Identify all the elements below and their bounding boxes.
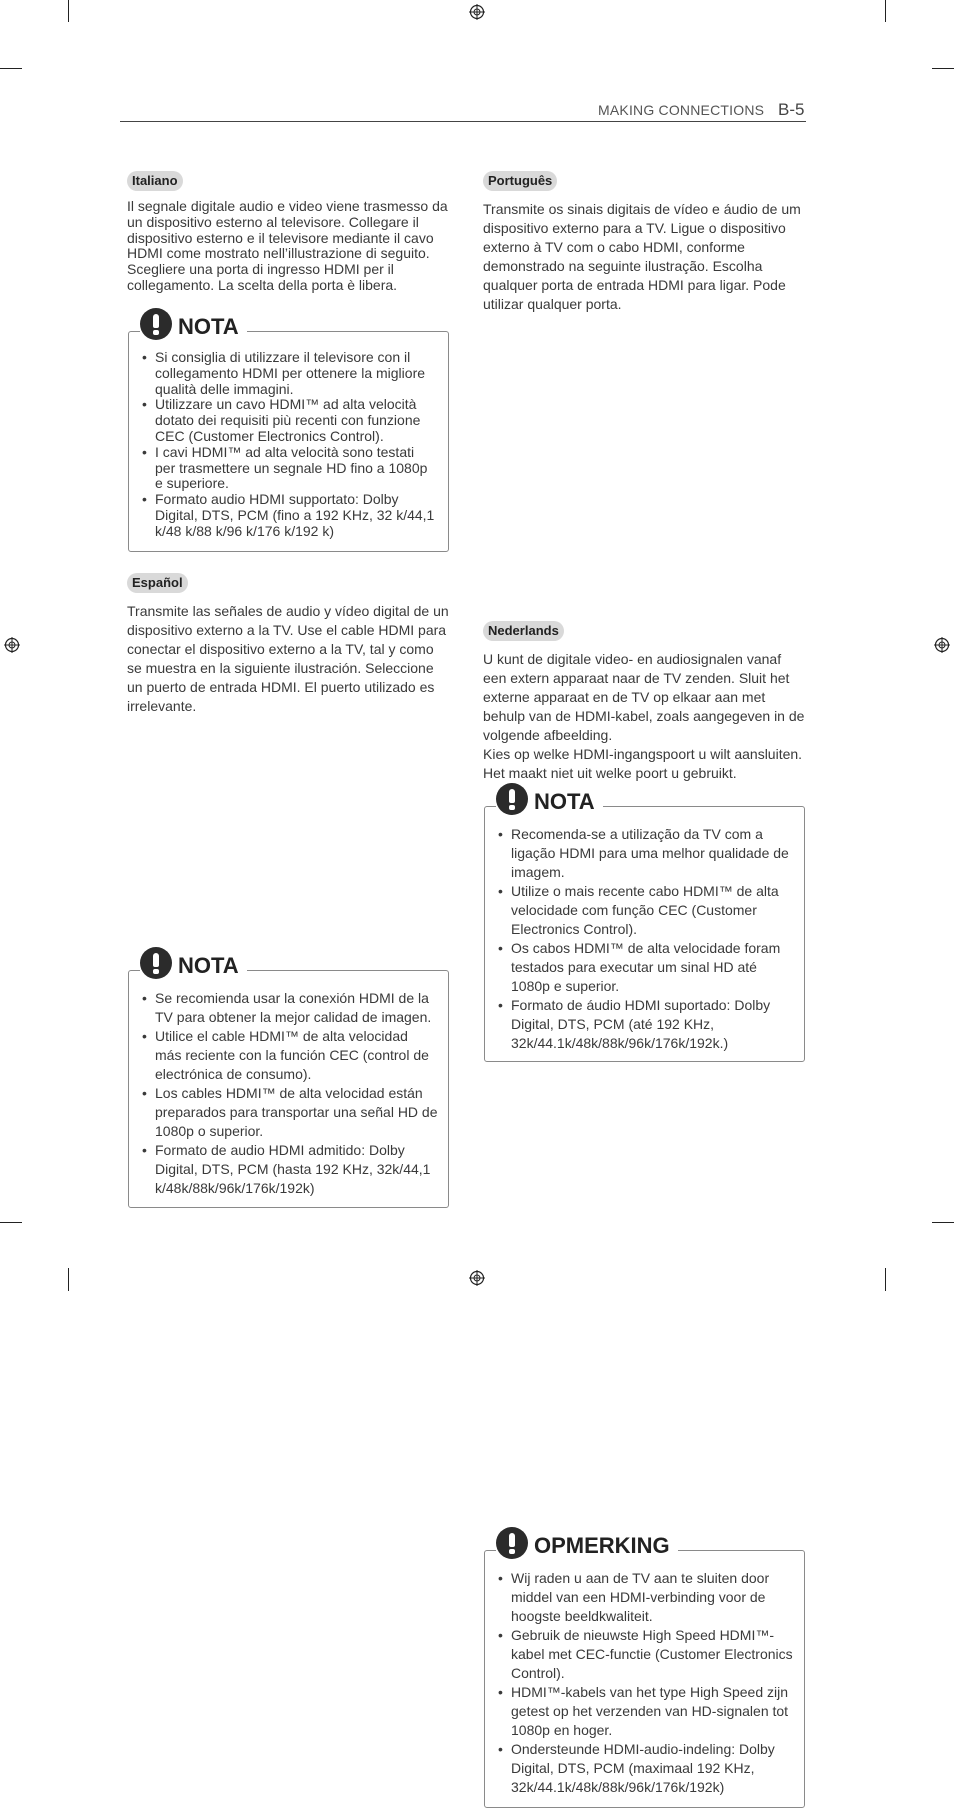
- exclamation-icon: [140, 308, 172, 340]
- section-italiano: [127, 171, 449, 294]
- crop-mark: [68, 1268, 69, 1291]
- language-badge: Italiano: [127, 171, 183, 191]
- list-item: • Gebruik de nieuwste High Speed HDMI™-kabel met CEC-functie (Customer Electronics Control).: [497, 1626, 794, 1683]
- list-item: • Formato de áudio HDMI suportado: Dolby Digital, DTS, PCM (até 192 KHz, 32k/44.1k/48k/88k/96k/176k/192k.): [497, 996, 794, 1053]
- page-number: B-5: [778, 100, 805, 119]
- crop-mark: [932, 1222, 954, 1223]
- registration-mark-icon: [469, 1270, 485, 1286]
- section-title: MAKING CONNECTIONS: [598, 102, 765, 118]
- list-item: • Formato de audio HDMI admitido: Dolby Digital, DTS, PCM (hasta 192 KHz, 32k/44,1 k/48k/88k/96k/176k/192k): [141, 1141, 438, 1198]
- body-text: Transmite las señales de audio y vídeo digital de un dispositivo externo a la TV. Use el cable HDMI para conectar el dispositivo externo a la TV, tal y como se muestra en la siguiente ilustración. Seleccione un puerto de entrada HDMI. El puerto utilizado es irrelevante.: [127, 603, 449, 714]
- header-divider: [120, 121, 806, 122]
- note-box-portugues: [484, 789, 805, 1062]
- crop-mark: [0, 68, 22, 69]
- note-box-italiano: [128, 314, 449, 552]
- registration-mark-icon: [469, 4, 485, 20]
- list-item: • Wij raden u aan de TV aan te sluiten door middel van een HDMI-verbinding voor de hoogste beeldkwaliteit.: [497, 1569, 794, 1626]
- exclamation-icon: [496, 1527, 528, 1559]
- crop-mark: [885, 1268, 886, 1291]
- list-item: • Utilizzare un cavo HDMI™ ad alta velocità dotato dei requisiti più recenti con funzione CEC (Customer Electronics Control).: [141, 397, 438, 444]
- section-portugues: [483, 171, 805, 314]
- note-box-nederlands: [484, 1533, 805, 1808]
- registration-mark-icon: [934, 637, 950, 653]
- section-espanol: [127, 573, 449, 716]
- note-title: NOTA: [534, 789, 595, 814]
- list-item: • Recomenda-se a utilização da TV com a ligação HDMI para uma melhor qualidade de imagem.: [497, 825, 794, 882]
- note-title: NOTA: [178, 314, 239, 339]
- note-title: NOTA: [178, 953, 239, 978]
- list-item: • HDMI™-kabels van het type High Speed zijn getest op het verzenden van HD-signalen tot 1080p en hoger.: [497, 1683, 794, 1740]
- language-badge: Nederlands: [483, 621, 564, 641]
- crop-mark: [0, 1222, 22, 1223]
- body-text: Il segnale digitale audio e video viene trasmesso da un dispositivo esterno al televisore. Collegare il dispositivo esterno e il televisore mediante il cavo HDMI come mostrato nell’illustrazione di seguito. Scegliere una porta di ingresso HDMI per il collegamento. La scelta della porta è libera.: [127, 198, 448, 293]
- language-badge: Português: [483, 171, 557, 191]
- registration-mark-icon: [4, 637, 20, 653]
- exclamation-icon: [496, 783, 528, 815]
- crop-mark: [885, 0, 886, 22]
- language-badge: Español: [127, 573, 188, 593]
- note-title: OPMERKING: [534, 1533, 670, 1558]
- crop-mark: [932, 68, 954, 69]
- body-text: U kunt de digitale video- en audiosignalen vanaf een extern apparaat naar de TV zenden. Sluit het externe apparaat en de TV op elkaar aan met behulp van de HDMI-kabel, zoals aangegeven in de volgende afbeelding.: [483, 651, 805, 743]
- list-item: • Formato audio HDMI supportato: Dolby Digital, DTS, PCM (fino a 192 KHz, 32 k/44,1 k/48 k/88 k/96 k/176 k/192 k): [141, 492, 438, 539]
- list-item: • Ondersteunde HDMI-audio-indeling: Dolby Digital, DTS, PCM (maximaal 192 KHz, 32k/44.1k/48k/88k/96k/176k/192k): [497, 1740, 794, 1797]
- exclamation-icon: [140, 947, 172, 979]
- list-item: • Os cabos HDMI™ de alta velocidade foram testados para executar um sinal HD até 1080p e superior.: [497, 939, 794, 996]
- note-header: [140, 308, 247, 340]
- body-text: Transmite os sinais digitais de vídeo e áudio de um dispositivo externo para a TV. Ligue o dispositivo externo à TV com o cabo HDMI, conforme demonstrado na seguinte ilustração. Escolha qualquer porta de entrada HDMI para ligar. Pode utilizar qualquer porta.: [483, 201, 801, 312]
- list-item: • Utilize o mais recente cabo HDMI™ de alta velocidade com função CEC (Customer Electronics Control).: [497, 882, 794, 939]
- list-item: • Los cables HDMI™ de alta velocidad están preparados para transportar una señal HD de 1080p o superior.: [141, 1084, 438, 1141]
- list-item: • Se recomienda usar la conexión HDMI de la TV para obtener la mejor calidad de imagen.: [141, 989, 438, 1027]
- crop-mark: [68, 0, 69, 22]
- list-item: • I cavi HDMI™ ad alta velocità sono testati per trasmettere un segnale HD fino a 1080p e superiore.: [141, 445, 438, 492]
- note-header: [140, 947, 247, 979]
- section-nederlands: [483, 621, 805, 783]
- note-header: [496, 783, 603, 815]
- list-item: • Si consiglia di utilizzare il televisore con il collegamento HDMI per ottenere la migliore qualità delle immagini.: [141, 350, 438, 397]
- note-header: [496, 1527, 678, 1559]
- list-item: • Utilice el cable HDMI™ de alta velocidad más reciente con la función CEC (control de electrónica de consumo).: [141, 1027, 438, 1084]
- note-box-espanol: [128, 953, 449, 1208]
- body-text: Kies op welke HDMI-ingangspoort u wilt aansluiten. Het maakt niet uit welke poort u gebruikt.: [483, 746, 803, 781]
